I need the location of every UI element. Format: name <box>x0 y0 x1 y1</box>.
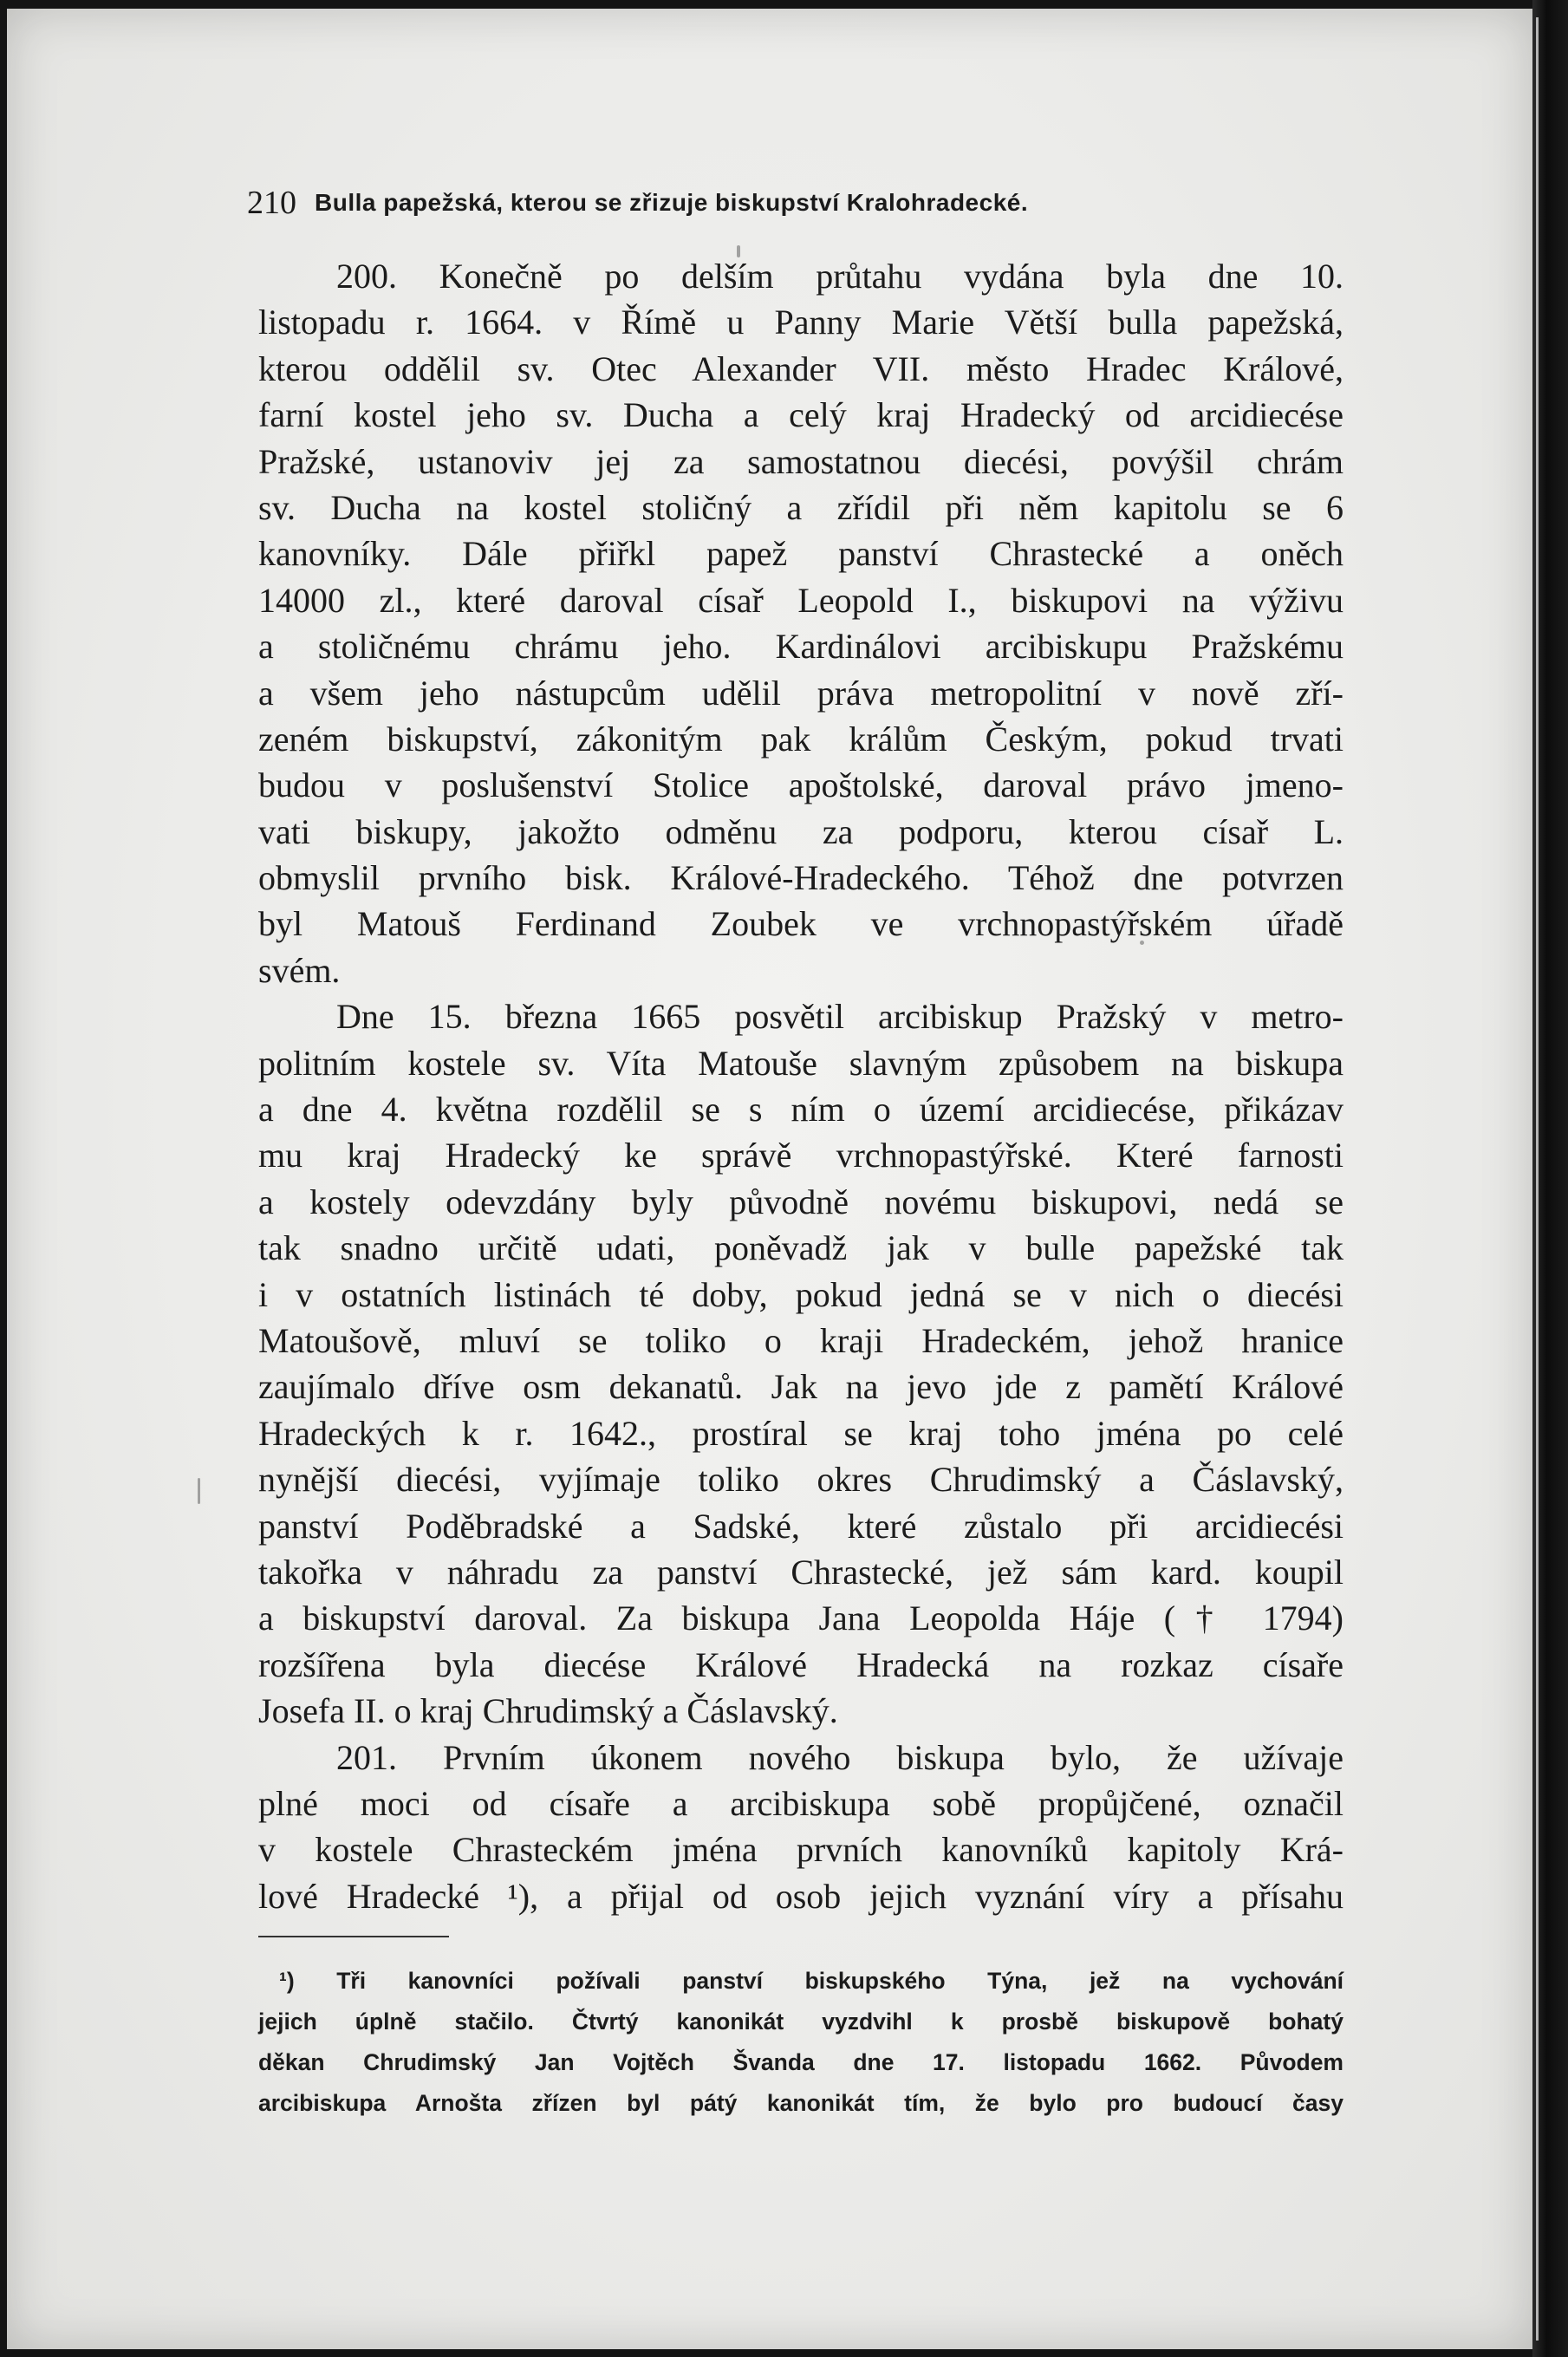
text-line: Matoušově, mluví se toliko o kraji Hradeckém, jehož hranice <box>258 1320 1344 1360</box>
text-line: farní kostel jeho sv. Ducha a celý kraj Hradecký od arcidiecése <box>258 395 1344 435</box>
text-line: Dne 15. března 1665 posvětil arcibiskup Pražský v metro- <box>336 997 1344 1037</box>
text-line: listopadu r. 1664. v Římě u Panny Marie Větší bulla papežská, <box>258 303 1344 342</box>
footnote-line: ¹) Tři kanovníci požívali panství biskupského Týna, jež na vychování <box>279 1968 1344 1994</box>
text-line: sv. Ducha na kostel stoličný a zřídil při něm kapitolu se 6 <box>258 487 1344 527</box>
text-line: a všem jeho nástupcům udělil práva metropolitní v nově zří- <box>258 673 1344 713</box>
text-line: kterou oddělil sv. Otec Alexander VII. město Hradec Králové, <box>258 348 1344 388</box>
page-header <box>247 184 1374 227</box>
text-line: v kostele Chrasteckém jména prvních kanovníků kapitoly Krá- <box>258 1830 1344 1870</box>
text-line: nynější diecési, vyjímaje toliko okres Chrudimský a Čáslavský, <box>258 1460 1344 1500</box>
text-line: vati biskupy, jakožto odměnu za podporu, kterou císař L. <box>258 811 1344 851</box>
footnote-line: jejich úplně stačilo. Čtvrtý kanonikát vyzdvihl k prosbě biskupově bohatý <box>258 2009 1344 2035</box>
text-line: Pražské, ustanoviv jej za samostatnou diecési, povýšil chrám <box>258 441 1344 481</box>
text-line: takořka v náhradu za panství Chrastecké, jež sám kard. koupil <box>258 1552 1344 1592</box>
footnote-rule <box>258 1936 449 1937</box>
text-line: plné moci od císaře a arcibiskupa sobě propůjčené, označil <box>258 1783 1344 1823</box>
page-edge-highlight <box>1536 17 1539 2341</box>
text-line: Josefa II. o kraj Chrudimský a Čáslavský. <box>258 1691 838 1731</box>
text-line: mu kraj Hradecký ke správě vrchnopastýřské. Které farnosti <box>258 1136 1344 1175</box>
text-line: a stoličnému chrámu jeho. Kardinálovi arcibiskupu Pražskému <box>258 627 1344 667</box>
text-line: obmyslil prvního bisk. Králové-Hradeckého. Téhož dne potvrzen <box>258 858 1344 898</box>
text-line: panství Poděbradské a Sadské, které zůstalo při arcidiecési <box>258 1506 1344 1546</box>
text-line: a dne 4. května rozdělil se s ním o území arcidiecése, přikázav <box>258 1090 1344 1130</box>
footnote-line: arcibiskupa Arnošta zřízen byl pátý kanonikát tím, že bylo pro budoucí časy <box>258 2090 1344 2116</box>
text-line: 201. Prvním úkonem nového biskupa bylo, že užívaje <box>336 1737 1344 1777</box>
text-line: budou v poslušenství Stolice apoštolské, daroval právo jmeno- <box>258 765 1344 805</box>
footnote-line: děkan Chrudimský Jan Vojtěch Švanda dne 17. listopadu 1662. Původem <box>258 2049 1344 2075</box>
page-number: 210 <box>247 185 296 221</box>
text-line: zaujímalo dříve osm dekanatů. Jak na jevo jde z pamětí Králové <box>258 1367 1344 1407</box>
text-line: a kostely odevzdány byly původně novému biskupovi, nedá se <box>258 1182 1344 1221</box>
text-line: Hradeckých k r. 1642., prostíral se kraj toho jména po celé <box>258 1413 1344 1453</box>
text-line: politním kostele sv. Víta Matouše slavným způsobem na biskupa <box>258 1043 1344 1083</box>
text-line: kanovníky. Dále přiřkl papež panství Chrastecké a oněch <box>258 534 1344 574</box>
footnote <box>258 1961 1344 2124</box>
text-line: byl Matouš Ferdinand Zoubek ve vrchnopastýřském úřadě <box>258 904 1344 944</box>
text-line: i v ostatních listinách té doby, pokud jedná se v nich o diecési <box>258 1274 1344 1314</box>
text-line: lové Hradecké ¹), a přijal od osob jejich vyznání víry a přísahu <box>258 1876 1344 1916</box>
text-line: 200. Konečně po delším průtahu vydána byla dne 10. <box>336 257 1344 296</box>
text-line: 14000 zl., které daroval císař Leopold I., biskupovi na výživu <box>258 580 1344 620</box>
main-text <box>258 253 1344 1919</box>
paper-speck <box>198 1478 200 1504</box>
running-title: Bulla papežská, kterou se zřizuje biskupství Kralohradecké. <box>315 189 1029 216</box>
text-line: tak snadno určitě udati, poněvadž jak v bulle papežské tak <box>258 1228 1344 1268</box>
text-line: a biskupství daroval. Za biskupa Jana Leopolda Háje († 1794) <box>258 1598 1344 1638</box>
text-line: rozšířena byla diecése Králové Hradecká na rozkaz císaře <box>258 1644 1344 1684</box>
text-line: zeném biskupství, zákonitým pak králům Českým, pokud trvati <box>258 719 1344 759</box>
text-line: svém. <box>258 950 341 990</box>
